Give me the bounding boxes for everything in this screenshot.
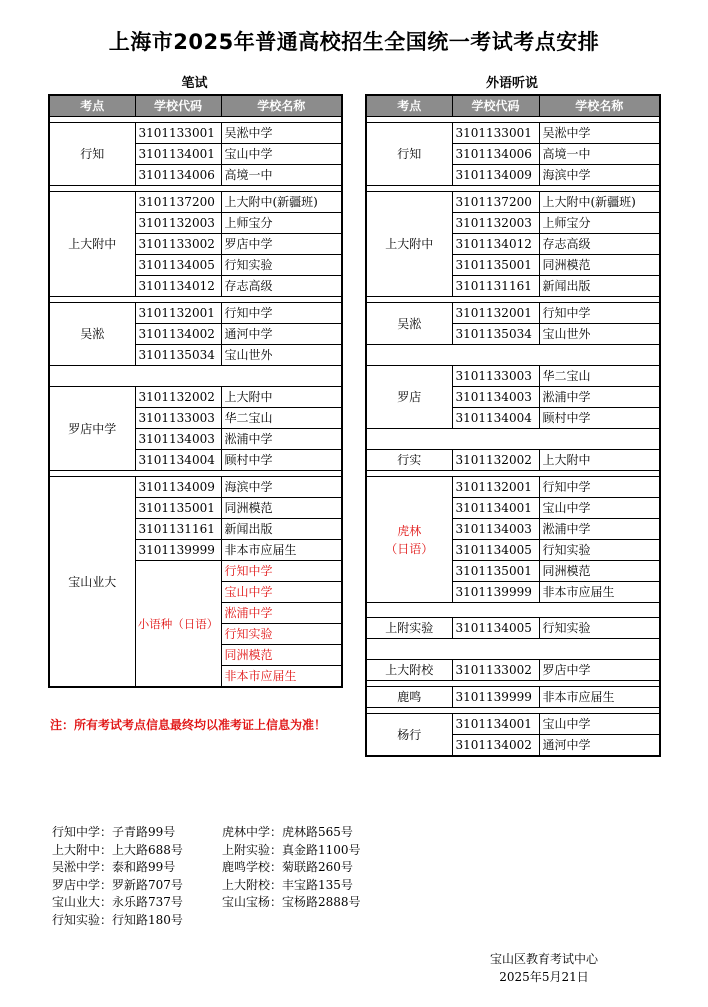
code-cell: 3101133001 [452, 123, 539, 144]
site-cell: 上大附中 [49, 192, 135, 297]
code-cell: 3101134009 [135, 477, 221, 498]
school-cell: 行知中学 [221, 303, 342, 324]
code-cell: 3101133003 [452, 366, 539, 387]
site-cell: 行知 [49, 123, 135, 186]
school-cell: 宝山世外 [539, 324, 660, 345]
school-cell: 上大附中 [539, 450, 660, 471]
address-item: 行知中学：子青路99号 [52, 825, 176, 839]
code-cell: 3101132003 [452, 213, 539, 234]
code-cell: 3101133003 [135, 408, 221, 429]
address-item: 上大附中：上大路688号 [52, 842, 183, 857]
school-cell: 华二宝山 [539, 366, 660, 387]
code-cell: 3101134006 [452, 144, 539, 165]
code-cell: 3101134012 [135, 276, 221, 297]
header-code: 学校代码 [135, 95, 221, 117]
code-cell: 3101134009 [452, 165, 539, 186]
school-cell: 行知实验 [221, 624, 342, 645]
site-subtitle: （日语） [385, 541, 434, 556]
address-list-left [52, 824, 183, 930]
school-cell: 宝山中学 [221, 582, 342, 603]
site-cell: 上附实验 [366, 618, 452, 639]
header-code: 学校代码 [452, 95, 539, 117]
site-cell: 罗店 [366, 366, 452, 429]
header-site: 考点 [49, 95, 135, 117]
page-title: 上海市2025年普通高校招生全国统一考试考点安排 [108, 30, 600, 54]
school-cell: 非本市应届生 [221, 540, 342, 561]
school-cell: 淞浦中学 [221, 603, 342, 624]
footer-org: 宝山区教育考试中心 [490, 952, 599, 966]
school-cell: 同洲模范 [539, 561, 660, 582]
school-cell: 非本市应届生 [539, 582, 660, 603]
school-cell: 淞浦中学 [539, 519, 660, 540]
school-cell: 行知中学 [539, 477, 660, 498]
code-cell: 3101137200 [135, 192, 221, 213]
address-item: 宝山业大：永乐路737号 [52, 895, 183, 910]
school-cell: 存志高级 [221, 276, 342, 297]
school-cell: 上师宝分 [221, 213, 342, 234]
school-cell: 通河中学 [221, 324, 342, 345]
school-cell: 上大附中(新疆班) [221, 192, 342, 213]
school-cell: 宝山中学 [539, 714, 660, 735]
code-cell: 3101135034 [135, 345, 221, 366]
site-cell: 行知 [366, 123, 452, 186]
site-cell: 吴淞 [366, 303, 452, 345]
site-cell: 吴淞 [49, 303, 135, 366]
address-item: 上附实验：真金路1100号 [222, 842, 361, 857]
school-cell: 高境一中 [539, 144, 660, 165]
code-cell: 3101134001 [452, 714, 539, 735]
code-cell: 3101135034 [452, 324, 539, 345]
school-cell: 上师宝分 [539, 213, 660, 234]
school-cell: 新闻出版 [539, 276, 660, 297]
school-cell: 华二宝山 [221, 408, 342, 429]
school-cell: 存志高级 [539, 234, 660, 255]
school-cell: 同洲模范 [539, 255, 660, 276]
address-item: 宝山宝杨：宝杨路2888号 [222, 895, 361, 910]
code-cell: 3101134006 [135, 165, 221, 186]
code-cell: 3101134001 [135, 144, 221, 165]
address-item: 罗店中学：罗新路707号 [52, 877, 183, 892]
school-cell: 罗店中学 [221, 234, 342, 255]
school-cell: 新闻出版 [221, 519, 342, 540]
oral-table [365, 94, 661, 757]
code-cell: 3101134004 [452, 408, 539, 429]
header-name: 学校名称 [221, 95, 342, 117]
school-cell: 淞浦中学 [539, 387, 660, 408]
school-cell: 高境一中 [221, 165, 342, 186]
school-cell: 海滨中学 [221, 477, 342, 498]
school-cell: 上大附中(新疆班) [539, 192, 660, 213]
code-cell: 3101132001 [452, 477, 539, 498]
school-cell: 宝山中学 [539, 498, 660, 519]
code-cell: 3101132002 [135, 387, 221, 408]
address-item: 虎林中学：虎林路565号 [222, 825, 353, 839]
school-cell: 海滨中学 [539, 165, 660, 186]
school-cell: 宝山世外 [221, 345, 342, 366]
code-cell: 3101135001 [452, 561, 539, 582]
school-cell: 顾村中学 [539, 408, 660, 429]
school-cell: 上大附中 [221, 387, 342, 408]
code-cell: 3101134004 [135, 450, 221, 471]
code-cell: 3101137200 [452, 192, 539, 213]
code-cell: 3101134003 [452, 387, 539, 408]
site-cell [366, 477, 452, 603]
address-item: 鹿鸣学校：菊联路260号 [222, 860, 353, 875]
address-item: 上大附校：丰宝路135号 [222, 877, 353, 892]
code-cell: 3101134002 [135, 324, 221, 345]
address-list-right [222, 824, 361, 912]
code-cell: 3101134005 [452, 540, 539, 561]
disclaimer-note: 注：所有考试考点信息最终均以准考证上信息为准！ [50, 718, 327, 732]
footer [490, 950, 598, 986]
school-cell: 吴淞中学 [221, 123, 342, 144]
code-cell: 3101135001 [135, 498, 221, 519]
school-cell: 行知实验 [539, 540, 660, 561]
site-cell: 罗店中学 [49, 387, 135, 471]
site-cell: 宝山业大 [49, 477, 135, 688]
written-table [48, 94, 343, 688]
code-cell: 3101134005 [135, 255, 221, 276]
code-cell: 3101133002 [452, 660, 539, 681]
code-cell: 3101139999 [452, 687, 539, 708]
code-cell: 3101132001 [452, 303, 539, 324]
oral-heading: 外语听说 [485, 76, 538, 91]
school-cell: 行知中学 [221, 561, 342, 582]
code-cell: 3101133002 [135, 234, 221, 255]
code-cell: 3101134005 [452, 618, 539, 639]
code-cell: 3101134003 [452, 519, 539, 540]
school-cell: 顾村中学 [221, 450, 342, 471]
code-cell: 3101131161 [135, 519, 221, 540]
site-cell: 行实 [366, 450, 452, 471]
site-cell: 杨行 [366, 714, 452, 757]
school-cell: 吴淞中学 [539, 123, 660, 144]
header-site: 考点 [366, 95, 452, 117]
school-cell: 罗店中学 [539, 660, 660, 681]
code-cell: 3101131161 [452, 276, 539, 297]
code-cell: 3101134012 [452, 234, 539, 255]
school-cell: 非本市应届生 [221, 666, 342, 688]
code-cell: 3101139999 [135, 540, 221, 561]
school-cell: 通河中学 [539, 735, 660, 757]
address-item: 行知实验：行知路180号 [52, 912, 183, 927]
code-cell: 3101139999 [452, 582, 539, 603]
code-cell: 3101132002 [452, 450, 539, 471]
written-heading: 笔试 [181, 76, 208, 91]
school-cell: 行知实验 [221, 255, 342, 276]
school-cell: 行知实验 [539, 618, 660, 639]
site-name: 虎林 [397, 523, 422, 538]
site-cell: 上大附中 [366, 192, 452, 297]
code-cell: 3101134003 [135, 429, 221, 450]
code-cell: 3101134002 [452, 735, 539, 757]
code-cell: 3101132001 [135, 303, 221, 324]
header-name: 学校名称 [539, 95, 660, 117]
school-cell: 非本市应届生 [539, 687, 660, 708]
school-cell: 同洲模范 [221, 498, 342, 519]
school-cell: 淞浦中学 [221, 429, 342, 450]
address-item: 吴淞中学：泰和路99号 [52, 860, 176, 875]
school-cell: 同洲模范 [221, 645, 342, 666]
code-cell: 3101134001 [452, 498, 539, 519]
footer-date: 2025年5月21日 [499, 970, 589, 984]
school-cell: 行知中学 [539, 303, 660, 324]
school-cell: 宝山中学 [221, 144, 342, 165]
site-cell: 上大附校 [366, 660, 452, 681]
code-cell: 3101133001 [135, 123, 221, 144]
site-cell: 鹿鸣 [366, 687, 452, 708]
minor-language-label: 小语种（日语） [135, 561, 221, 688]
code-cell: 3101132003 [135, 213, 221, 234]
code-cell: 3101135001 [452, 255, 539, 276]
